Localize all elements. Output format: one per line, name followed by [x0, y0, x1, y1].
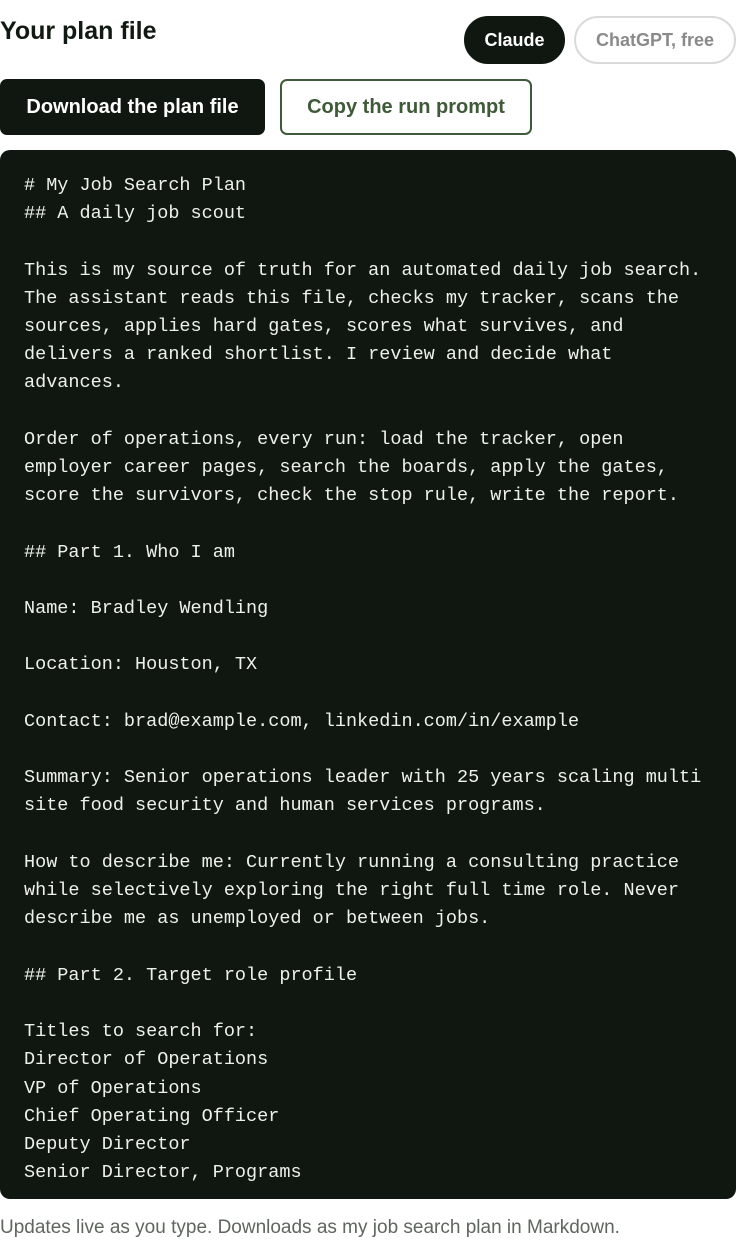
copy-run-prompt-button[interactable]: Copy the run prompt: [280, 79, 532, 135]
toggle-option-chatgpt[interactable]: ChatGPT, free: [574, 16, 736, 64]
action-bar: [0, 79, 532, 135]
footer-note: Updates live as you type. Downloads as my job search plan in Markdown.: [0, 1217, 620, 1238]
plan-file-content[interactable]: # My Job Search Plan ## A daily job scout This is my source of truth for an automated daily job search. The assistant reads this file, checks my tracker, scans the sources, applies hard gates, scores what survives, and delivers a ranked shortlist. I review and decide what advances. Order of operations, every run: load the tracker, open employer career pages, search the boards, apply the gates, score the survivors, check the stop rule, write the report. ## Part 1. Who I am Name: Bradley Wendling Location: Houston, TX Contact: brad@example.com, linkedin.com/in/example Summary: Senior operations leader with 25 years scaling multi site food security and human services programs. How to describe me: Currently running a consulting practice while selectively exploring the right full time role. Never describe me as unemployed or between jobs. ## Part 2. Target role profile Titles to search for: Director of Operations VP of Operations Chief Operating Officer Deputy Director Senior Director, Programs: [24, 175, 702, 1184]
download-plan-button[interactable]: Download the plan file: [0, 79, 265, 135]
model-toggle: [464, 16, 736, 64]
toggle-option-claude[interactable]: Claude: [464, 16, 565, 64]
plan-file-editor[interactable]: [0, 150, 736, 1199]
page-title: Your plan file: [0, 17, 157, 45]
